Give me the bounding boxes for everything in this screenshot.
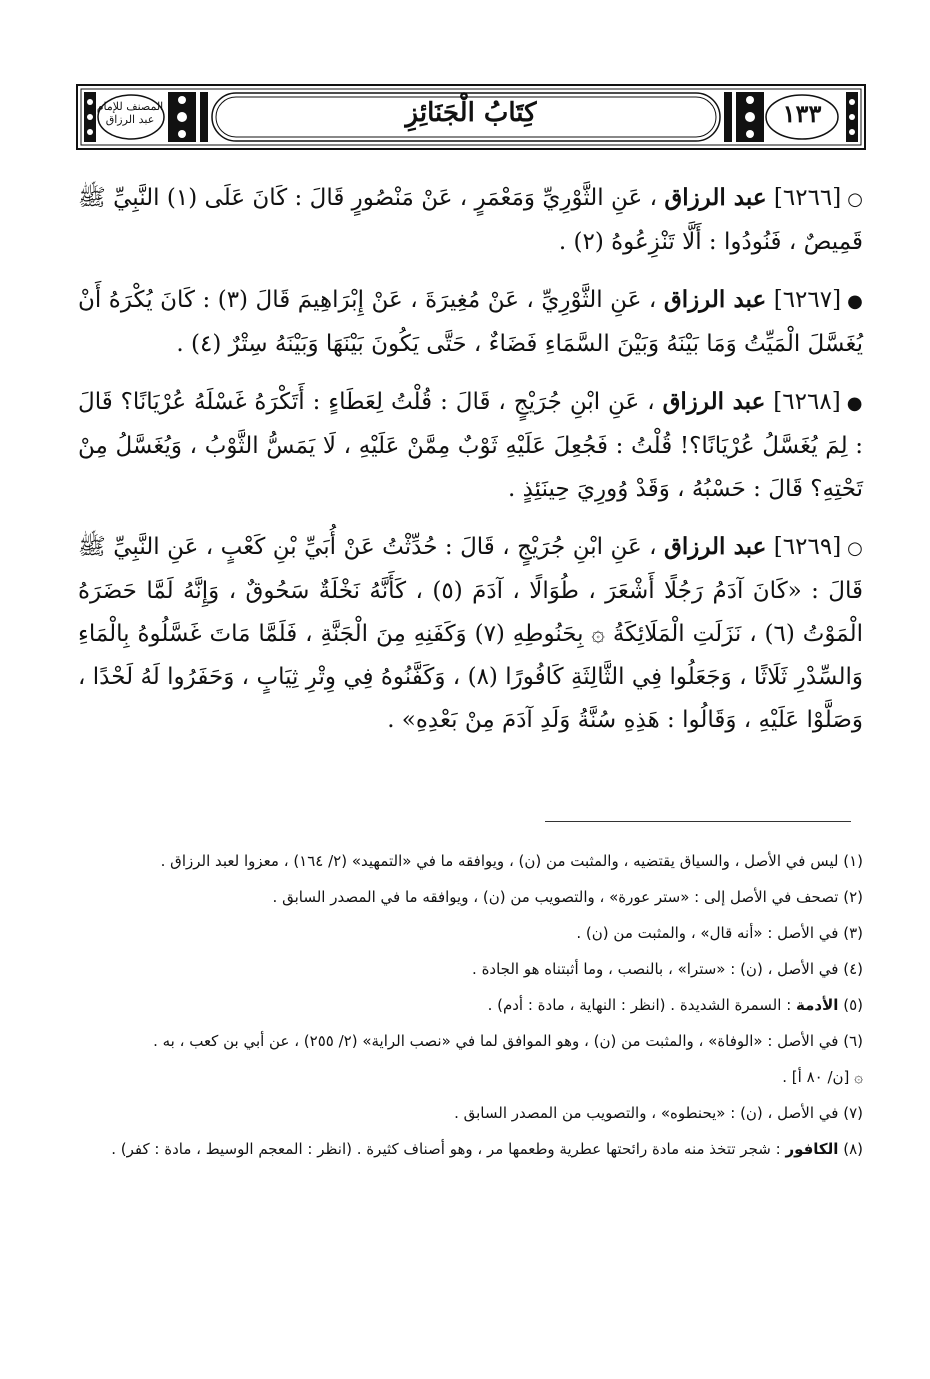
page-header xyxy=(76,84,866,150)
attribution: عبد الرزاق xyxy=(663,286,767,313)
attribution: عبد الرزاق xyxy=(664,533,767,560)
footnote-number: (١) xyxy=(843,852,863,870)
footnote-term: الأدمة xyxy=(796,996,839,1014)
footnote-number: ۞ xyxy=(854,1068,863,1086)
footnote-number: (٢) xyxy=(843,888,863,906)
footnote xyxy=(80,1059,863,1095)
attribution: عبد الرزاق xyxy=(662,388,766,415)
footnote xyxy=(80,915,863,951)
entry-number: [٦٢٦٧] xyxy=(773,287,842,313)
entry-number: [٦٢٦٩] xyxy=(773,534,842,560)
footnotes xyxy=(80,843,863,1167)
footnote xyxy=(80,1095,863,1131)
attribution: عبد الرزاق xyxy=(664,184,767,211)
footnote-number: (٥) xyxy=(843,996,863,1014)
entry-text: ، عَنِ ابْنِ جُرَيْجٍ ، قَالَ : قُلْتُ لِعَطَاءٍ : أَتَكْرَهُ غَسْلَهُ عُرْيَانًا؟ قَالَ : لِمَ يُغَسَّلُ عُرْيَانًا؟! قُلْتُ : فَجُعِلَ عَلَيْهِ ثَوْبٌ مِمَّنْ عَلَيْهِ ، لَا يَمَسُّ الثَّوْبُ ، وَيُغَسَّلُ مِنْ تَحْتِهِ؟ قَالَ : حَسْبُهُ ، وَقَدْ وُورِيَ حِينَئِذٍ . xyxy=(78,389,863,502)
footnote-number: (٤) xyxy=(843,960,863,978)
page-title: كِتَابُ الْجَنَائِزِ xyxy=(405,98,537,128)
footnote-text: في الأصل ، (ن) : «سترا» ، بالنصب ، وما أثبتناه هو الجادة . xyxy=(472,960,839,978)
footnote-divider xyxy=(545,821,851,822)
footnote xyxy=(80,951,863,987)
footnote xyxy=(80,879,863,915)
main-text xyxy=(78,176,863,756)
hadith-entry xyxy=(78,525,863,742)
entry-text: ، عَنِ الثَّوْرِيِّ ، عَنْ مُغِيرَةَ ، عَنْ إِبْرَاهِيمَ قَالَ (٣) : كَانَ يُكْرَهُ أَنْ يُغَسَّلَ الْمَيِّتُ وَمَا بَيْنَهُ وَبَيْنَ السَّمَاءِ فَضَاءٌ ، حَتَّى يَكُونَ بَيْنَهَا وَبَيْنَهُ سِتْرٌ (٤) . xyxy=(78,287,863,357)
entry-number: [٦٢٦٦] xyxy=(773,185,842,211)
footnote-number: (٧) xyxy=(843,1104,863,1122)
entry-text: ، عَنِ ابْنِ جُرَيْجٍ ، قَالَ : حُدِّثْتُ عَنْ أُبَيِّ بْنِ كَعْبٍ ، عَنِ النَّبِيِّ ﷺ قَالَ : «كَانَ آدَمُ رَجُلًا أَشْعَرَ ، طُوَالًا ، آدَمَ (٥) ، كَأَنَّهُ نَخْلَةٌ سَحُوقٌ ، وَإِنَّهُ لَمَّا حَضَرَهُ الْمَوْتُ (٦) ، نَزَلَتِ الْمَلَائِكَةُ ۞ بِحَنُوطِهِ (٧) وَكَفَنِهِ مِنَ الْجَنَّةِ ، فَلَمَّا مَاتَ غَسَّلُوهُ بِالْمَاءِ وَالسِّدْرِ ثَلَاثًا ، وَجَعَلُوا فِي الثَّالِثَةِ كَافُورًا (٨) ، وَكَفَّنُوهُ فِي وِتْرِ ثِيَابٍ ، وَحَفَرُوا لَهُ لَحْدًا ، وَصَلَّوْا عَلَيْهِ ، وَقَالُوا : هَذِهِ سُنَّةُ وَلَدِ آدَمَ مِنْ بَعْدِهِ» . xyxy=(78,534,864,733)
footnote-text: في الأصل ، (ن) : «يحنطوه» ، والتصويب من المصدر السابق . xyxy=(454,1104,839,1122)
footnote-text: : شجر تتخذ منه مادة رائحتها عطرية وطعمها مر ، وهو أصناف كثيرة . (انظر : المعجم الوسيط ، مادة : كفر) . xyxy=(111,1140,781,1158)
footnote-text: تصحف في الأصل إلى : «ستر عورة» ، والتصويب من (ن) ، ويوافقه ما في المصدر السابق . xyxy=(272,888,839,906)
grade-mark: ● xyxy=(847,291,864,312)
footnote xyxy=(80,987,863,1023)
book-emblem: المصنف للإمام عبد الرزاق xyxy=(96,100,164,126)
footnote xyxy=(80,1023,863,1059)
hadith-entry xyxy=(78,278,863,366)
footnote xyxy=(80,1131,863,1167)
footnote-number: (٨) xyxy=(843,1140,863,1158)
footnote-number: (٦) xyxy=(843,1032,863,1050)
footnote-text: في الأصل : «أنه قال» ، والمثبت من (ن) . xyxy=(576,924,839,942)
hadith-entry xyxy=(78,176,863,264)
entry-text: ، عَنِ الثَّوْرِيِّ وَمَعْمَرٍ ، عَنْ مَنْصُورٍ قَالَ : كَانَ عَلَى (١) النَّبِيِّ ﷺ قَمِيصٌ ، فَنُودُوا : أَلَّا تَنْزِعُوهُ (٢) . xyxy=(78,185,863,255)
footnote-text: : السمرة الشديدة . (انظر : النهاية ، مادة : أدم) . xyxy=(487,996,792,1014)
footnote-text: [ن/ ٨٠ أ] . xyxy=(782,1068,850,1086)
grade-mark: ○ xyxy=(847,189,864,210)
footnote-term: الكافور xyxy=(785,1140,839,1158)
page-number: ١٣٣ xyxy=(782,99,822,128)
footnote-number: (٣) xyxy=(843,924,863,942)
entry-number: [٦٢٦٨] xyxy=(773,389,841,415)
footnote-text: في الأصل : «الوفاة» ، والمثبت من (ن) ، وهو الموافق لما في «نصب الراية» (٢/ ٢٥٥) ، عن أبي بن كعب ، به . xyxy=(153,1032,839,1050)
grade-mark: ○ xyxy=(847,538,864,559)
footnote xyxy=(80,843,863,879)
hadith-entry xyxy=(78,380,863,511)
footnote-text: ليس في الأصل ، والسياق يقتضيه ، والمثبت من (ن) ، ويوافقه ما في «التمهيد» (٢/ ١٦٤) ، معزوا لعبد الرزاق . xyxy=(160,852,839,870)
grade-mark: ● xyxy=(846,393,864,414)
